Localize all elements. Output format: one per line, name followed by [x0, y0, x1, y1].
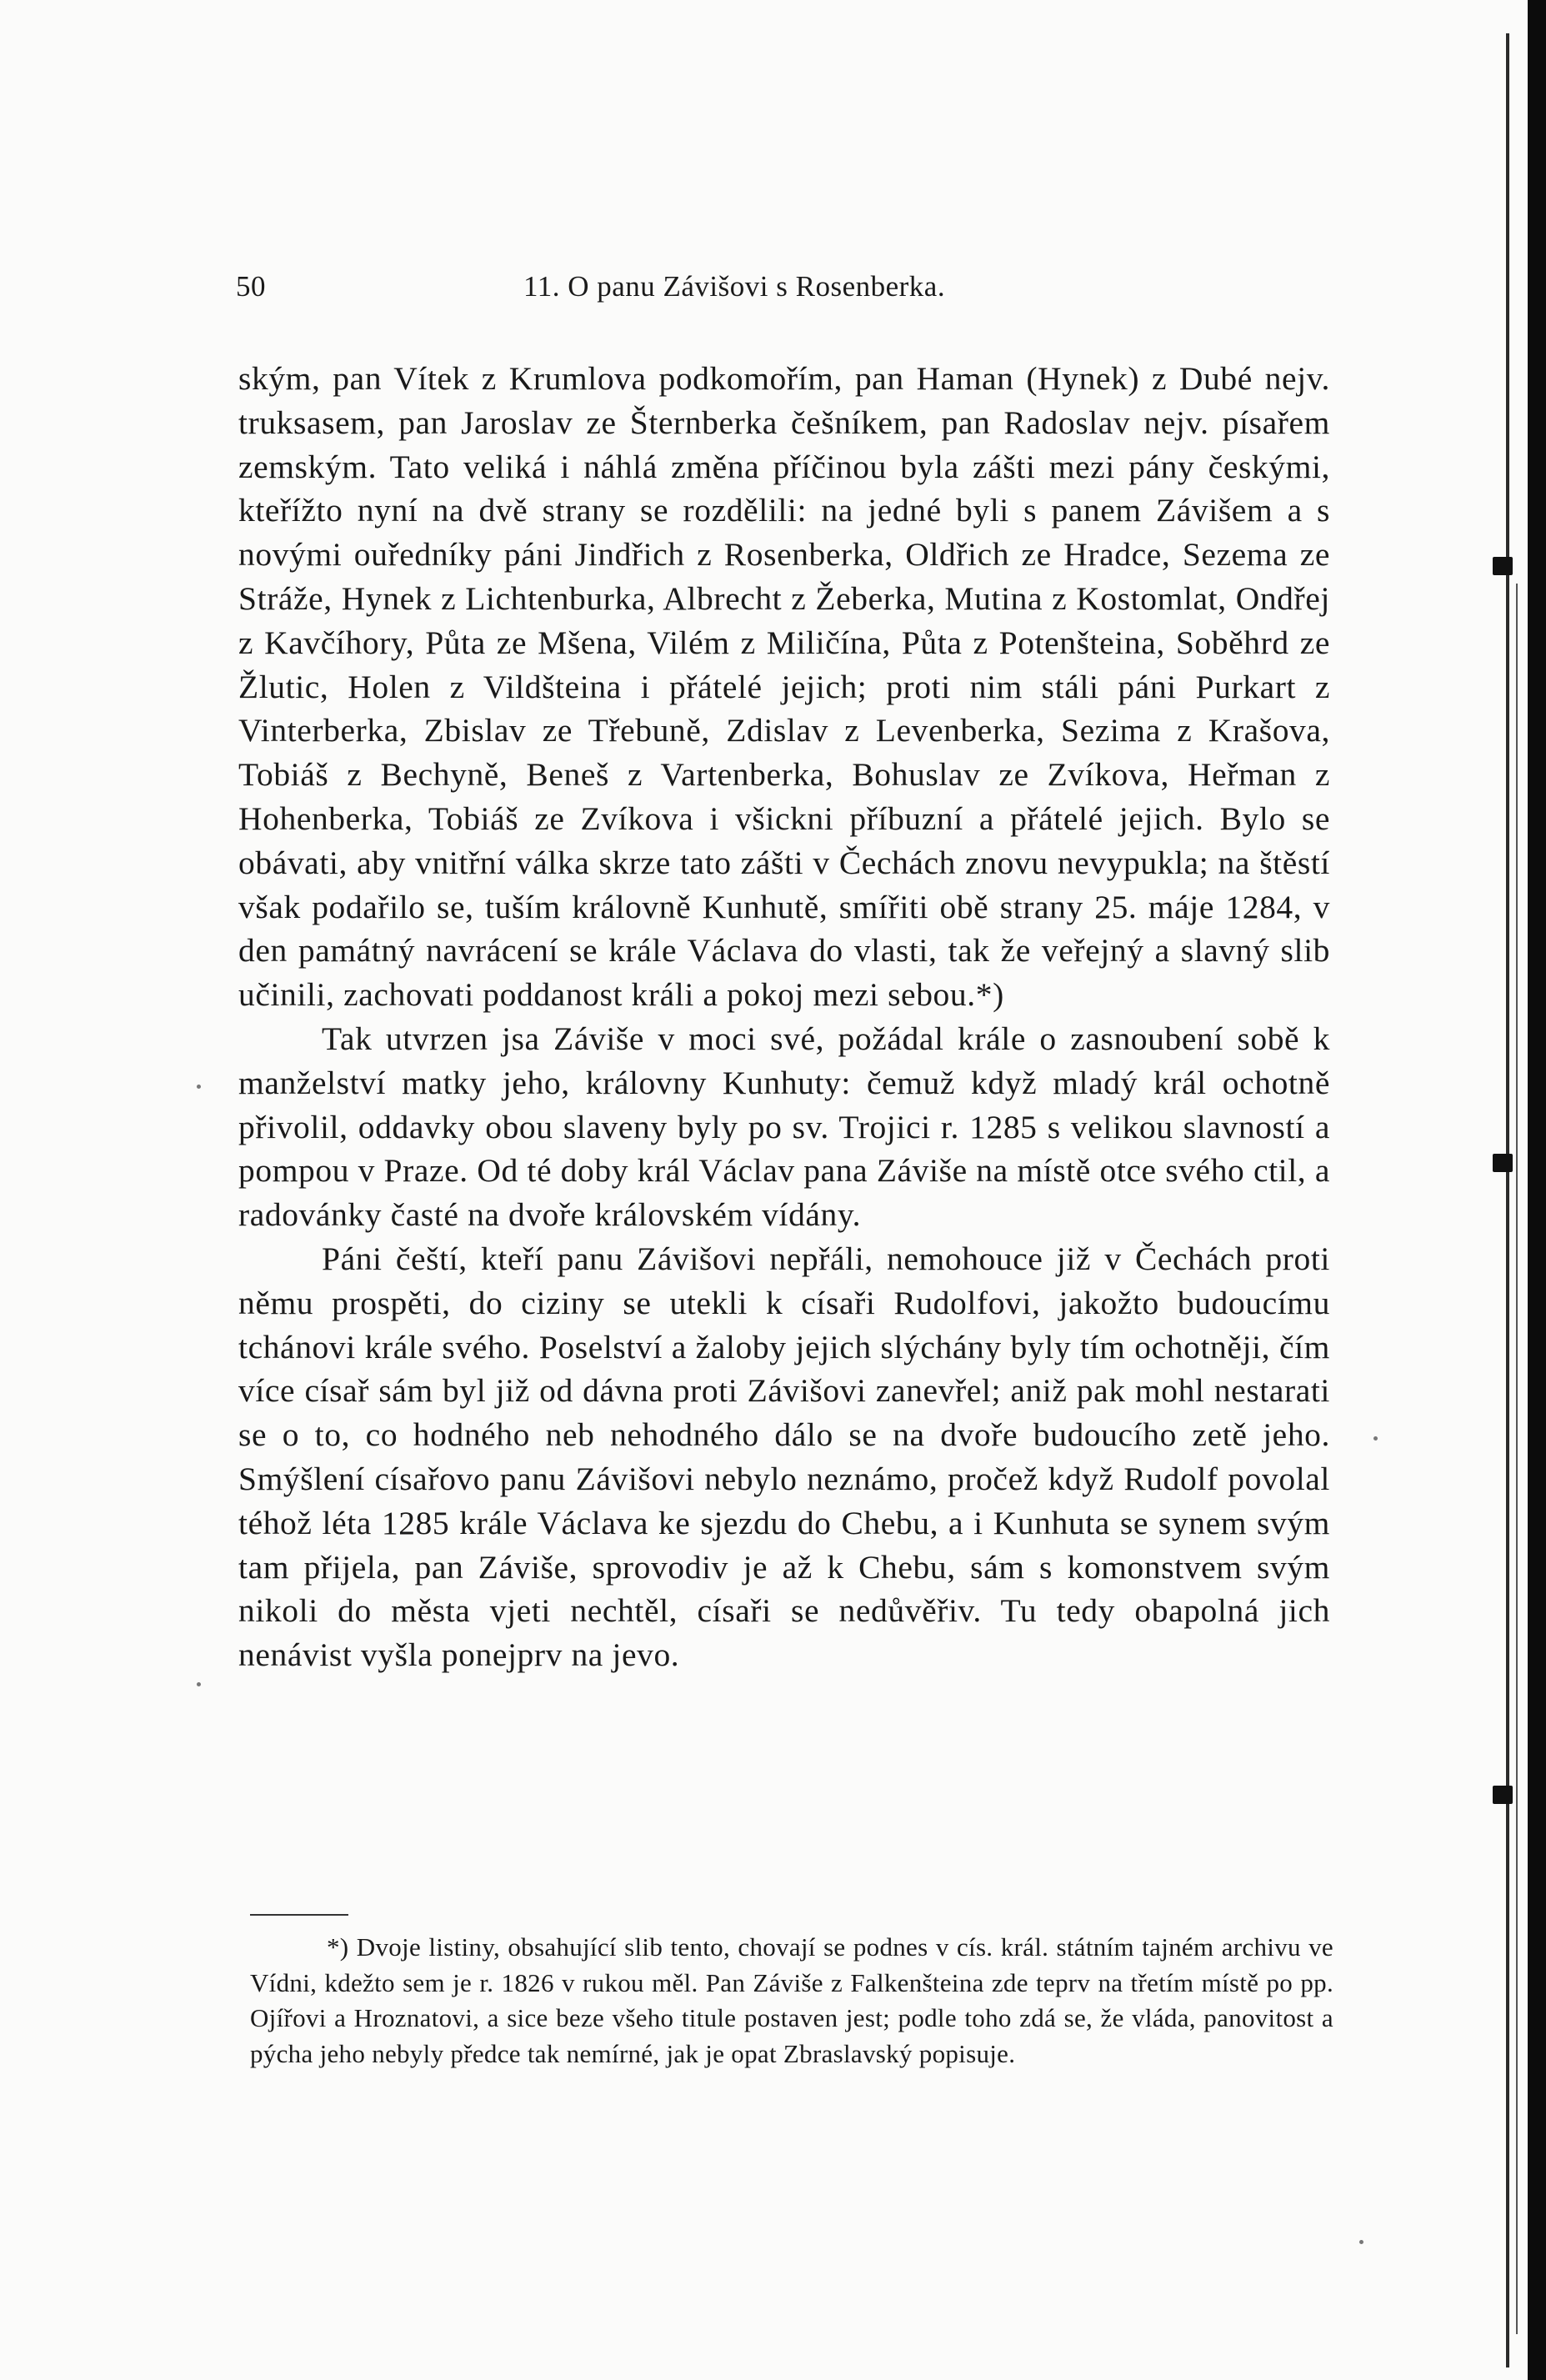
- footnote-text: *) Dvoje listiny, obsahující slib tento, chovají se podnes v cís. král. státním tajném archivu ve Vídni, kdežto sem je r. 1826 v rukou měl. Pan Záviše z Falkenšteina zde teprv na třetím místě po pp. Ojířovi a Hroznatovi, a sice beze všeho titule postaven jest; podle toho zdá se, že vláda, panovitost a pýcha jeho nebyly předce tak nemírné, jak je opat Zbraslavský popisuje.: [250, 1932, 1333, 2068]
- scan-edge-line: [1516, 584, 1518, 2334]
- scan-speck: [197, 1682, 201, 1686]
- page-number: 50: [236, 270, 266, 303]
- running-head: [236, 265, 1336, 315]
- footnote-divider: [250, 1914, 348, 1916]
- scan-edge-mark: [1493, 557, 1513, 575]
- paragraph: Tak utvrzen jsa Záviše v moci své, požádal krále o zasnoubení sobě k manželství matky jeho, královny Kunhuty: čemuž když mladý král ochotně přivolil, oddavky obou slaveny byly po sv. Trojici r. 1285 s velikou slavností a pompou v Praze. Od té doby král Václav pana Záviše na místě otce svého ctil, a radovánky časté na dvoře královském vídány.: [238, 1020, 1330, 1234]
- paragraph: ským, pan Vítek z Krumlova podkomořím, pan Haman (Hynek) z Dubé nejv. truksasem, pan Jaroslav ze Šternberka češníkem, pan Radoslav nejv. písařem zemským. Tato veliká i náhlá změna příčinou byla zášti mezi pány českými, kteřížto nyní na dvě strany se rozdělili: na jedné byli s panem Závišem a s novými ouředníky páni Jindřich z Rosenberka, Oldřich ze Hradce, Sezema ze Stráže, Hynek z Lichtenburka, Albrecht z Žeberka, Mutina z Kostomlat, Ondřej z Kavčíhory, Půta ze Mšena, Vilém z Miličína, Půta z Potenšteina, Soběhrd ze Žlutic, Holen z Vildšteina i přátelé jejich; proti nim stáli páni Purkart z Vinterberka, Zbislav ze Třebuně, Zdislav z Levenberka, Sezima z Krašova, Tobiáš z Bechyně, Beneš z Vartenberka, Bohuslav ze Zvíkova, Heřman z Hohenberka, Tobiáš ze Zvíkova i všickni příbuzní a přátelé jejich. Bylo se obávati, aby vnitřní válka skrze tato zášti v Čechách znovu nevypukla; na štěstí však podařilo se, tuším královně Kunhutě, smířiti obě strany 25. máje 1284, v den památný navrácení se krále Václava do vlasti, tak že veřejný a slavný slib učinili, zachovati poddanost králi a pokoj mezi sebou.*): [238, 360, 1330, 1014]
- scan-edge-mark: [1493, 1786, 1513, 1804]
- scan-edge-mark: [1493, 1154, 1513, 1172]
- body-text: [238, 357, 1330, 1677]
- scan-speck: [197, 1085, 201, 1089]
- chapter-title: 11. O panu Závišovi s Rosenberka.: [523, 270, 946, 303]
- paragraph: Páni čeští, kteří panu Závišovi nepřáli, nemohouce již v Čechách proti němu prospěti, do ciziny se utekli k císaři Rudolfovi, jakožto budoucímu tchánovi krále svého. Poselství a žaloby jejich slýchány byly tím ochotněji, čím více císař sám byl již od dávna proti Závišovi zanevřel; aniž pak mohl nestarati se o to, co hodného neb nehodného dálo se na dvoře budoucího zetě jeho. Smýšlení císařovo panu Závišovi nebylo neznámo, pročež když Rudolf povolal téhož léta 1285 krále Václava ke sjezdu do Chebu, a i Kunhuta se synem svým tam přijela, pan Záviše, sprovodiv je až k Chebu, sám s komonstvem svým nikoli do města vjeti nechtěl, císaři se nedůvěřiv. Tu tedy obapolná jich nenávist vyšla ponejprv na jevo.: [238, 1240, 1330, 1674]
- scan-edge-line: [1506, 33, 1509, 2367]
- scan-speck: [1373, 1436, 1378, 1441]
- footnote: [250, 1930, 1333, 2072]
- scan-speck: [1359, 2240, 1363, 2244]
- scan-edge-border: [1528, 0, 1546, 2380]
